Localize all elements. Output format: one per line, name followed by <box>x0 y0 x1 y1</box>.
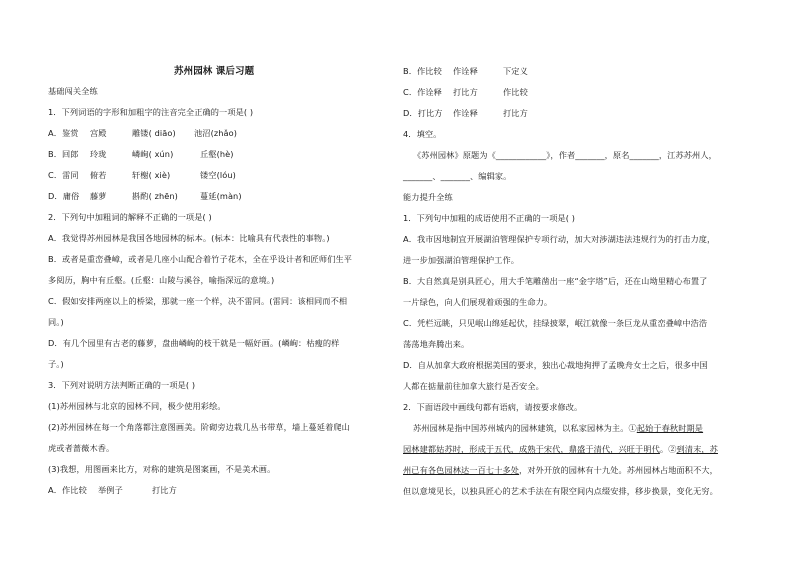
underlined-sentence-2: 到清末，苏 <box>676 444 718 454</box>
question-1: 1．下列词语的字形和加粗字的注音完全正确的一项是( ) <box>48 107 254 117</box>
role-blank-2[interactable]: _______ <box>440 171 471 181</box>
question-4: 4．填空。 <box>403 129 442 139</box>
p1-option-c-line1: C．凭栏远眺，只见岷山绵延起伏，挂绿披翠，岷江就像一条巨龙从重峦叠嶂中浩浩 <box>403 318 708 328</box>
q2-option-b-line2: 多阅历，胸中有丘壑。(丘壑：山陵与溪谷，喻指深远的意境。) <box>48 275 275 285</box>
role-blank-1[interactable]: _______ <box>403 171 433 181</box>
p1-option-a-line1: A．我市因地制宜开展湖泊管理保护专项行动，加大对涉湖违法违规行为的打击力度， <box>403 234 716 244</box>
p1-option-d-line1: D．自从加拿大政府根据美国的要求，独出心裁地拘押了孟晚舟女士之后，很多中国 <box>403 360 708 370</box>
q4-fill-line1: 《苏州园林》原题为《____________》，作者_______，原名_______，江苏苏州人， <box>413 150 717 160</box>
q3-statement-1: (1)苏州园林与北京的园林不同，极少使用彩绘。 <box>48 401 226 411</box>
underlined-sentence-2-cont: 州已有各色园林达一百七十多处 <box>403 465 520 475</box>
p1-option-c-line2: 荡荡地奔腾出来。 <box>403 339 470 349</box>
q3-option-c: C．作诠释 打比方 作比较 <box>403 87 528 97</box>
title-blank[interactable]: ____________ <box>495 150 547 160</box>
q1-option-b: B．回郎 玲珑 嶙峋( xún) 丘壑(hè) <box>48 149 234 159</box>
passage-line4: 但以意境见长，以独具匠心的艺术手法在有限空间内点缀安排，移步换景，变化无穷。 <box>403 486 718 496</box>
q1-option-d: D．庸俗 藤萝 斟酌( zhēn) 蔓延(màn) <box>48 191 242 201</box>
passage-line3: 州已有各色园林达一百七十多处，对外开放的园林有十九处。苏州园林占地面积不大， <box>403 465 718 475</box>
q3-option-b: B．作比较 作诠释 下定义 <box>403 66 528 76</box>
q2-option-b-line1: B．或者是重峦叠嶂，或者是几座小山配合着竹子花木，全在乎设计者和匠师们生平 <box>48 254 353 264</box>
q1-option-a: A．鉴赏 宫殿 雕镂( diāo) 池沼(zhǎo) <box>48 128 238 138</box>
question-3: 3．下列对说明方法判断正确的一项是( ) <box>48 380 196 390</box>
q3-option-a: A．作比较 举例子 打比方 <box>48 485 177 495</box>
underlined-sentence-1: 起始于春秋时期是 <box>636 423 704 433</box>
q3-statement-3: (3)我想，用图画来比方，对称的建筑是图案画，不是美术画。 <box>48 464 276 474</box>
q2-option-c-line2: 同。) <box>48 317 64 327</box>
author-blank[interactable]: _______ <box>575 150 605 160</box>
real-name-blank[interactable]: _______ <box>629 150 659 160</box>
q2-option-d-line1: D．有几个园里有古老的藤萝，盘曲嶙峋的枝干就是一幅好画。(嶙峋：枯瘦的样 <box>48 338 340 348</box>
advanced-question-2: 2．下面语段中画线句都有语病，请按要求修改。 <box>403 402 583 412</box>
p1-option-a-line2: 进一步加强湖泊管理保护工作。 <box>403 255 520 265</box>
q2-option-d-line2: 子。) <box>48 359 64 369</box>
underlined-sentence-1-cont: 园林建都姑苏时，形成于五代，成熟于宋代，鼎盛于清代，兴旺于明代 <box>403 444 660 454</box>
p1-option-d-line2: 人都在掂量前往加拿大旅行是否安全。 <box>403 381 544 391</box>
page-title: 苏州园林 课后习题 <box>174 66 255 77</box>
section-heading-basic: 基础闯关全练 <box>48 86 98 96</box>
q1-option-c: C．雷同 俯若 轩榭( xiè) 镂空(lóu) <box>48 170 236 180</box>
p1-option-b-line1: B．大自然真是别具匠心，用大手笔雕凿出一座“金字塔”后，还在山坳里精心布置了 <box>403 276 708 286</box>
q3-statement-2-line1: (2)苏州园林在每一个角落都注意图画美。阶砌旁边栽几丛书带草，墙上蔓延着爬山 <box>48 422 350 432</box>
advanced-question-1: 1．下列句中加粗的成语使用不正确的一项是( ) <box>403 213 576 223</box>
p1-option-b-line2: 一片绿色，向人们展现着顽强的生命力。 <box>403 297 553 307</box>
passage-line2: 园林建都姑苏时，形成于五代，成熟于宋代，鼎盛于清代，兴旺于明代。②到清末，苏 <box>403 444 718 454</box>
q2-option-a: A．我觉得苏州园林是我国各地园林的标本。(标本：比喻具有代表性的事物。) <box>48 233 330 243</box>
question-2: 2．下列句中加粗词的解释不正确的一项是( ) <box>48 212 212 222</box>
q3-statement-2-line2: 虎或者蔷薇木香。 <box>48 443 115 453</box>
q2-option-c-line1: C．假如安排两座以上的桥梁，那就一座一个样，决不雷同。(雷同：该相同而不相 <box>48 296 348 306</box>
passage-line1: 苏州园林是指中国苏州城内的园林建筑，以私家园林为主。①起始于春秋时期是 <box>413 423 704 433</box>
section-heading-advanced: 能力提升全练 <box>403 192 453 202</box>
q3-option-d: D．打比方 作诠释 打比方 <box>403 108 528 118</box>
q4-fill-line2: _______、_______、编辑家。 <box>403 171 512 181</box>
